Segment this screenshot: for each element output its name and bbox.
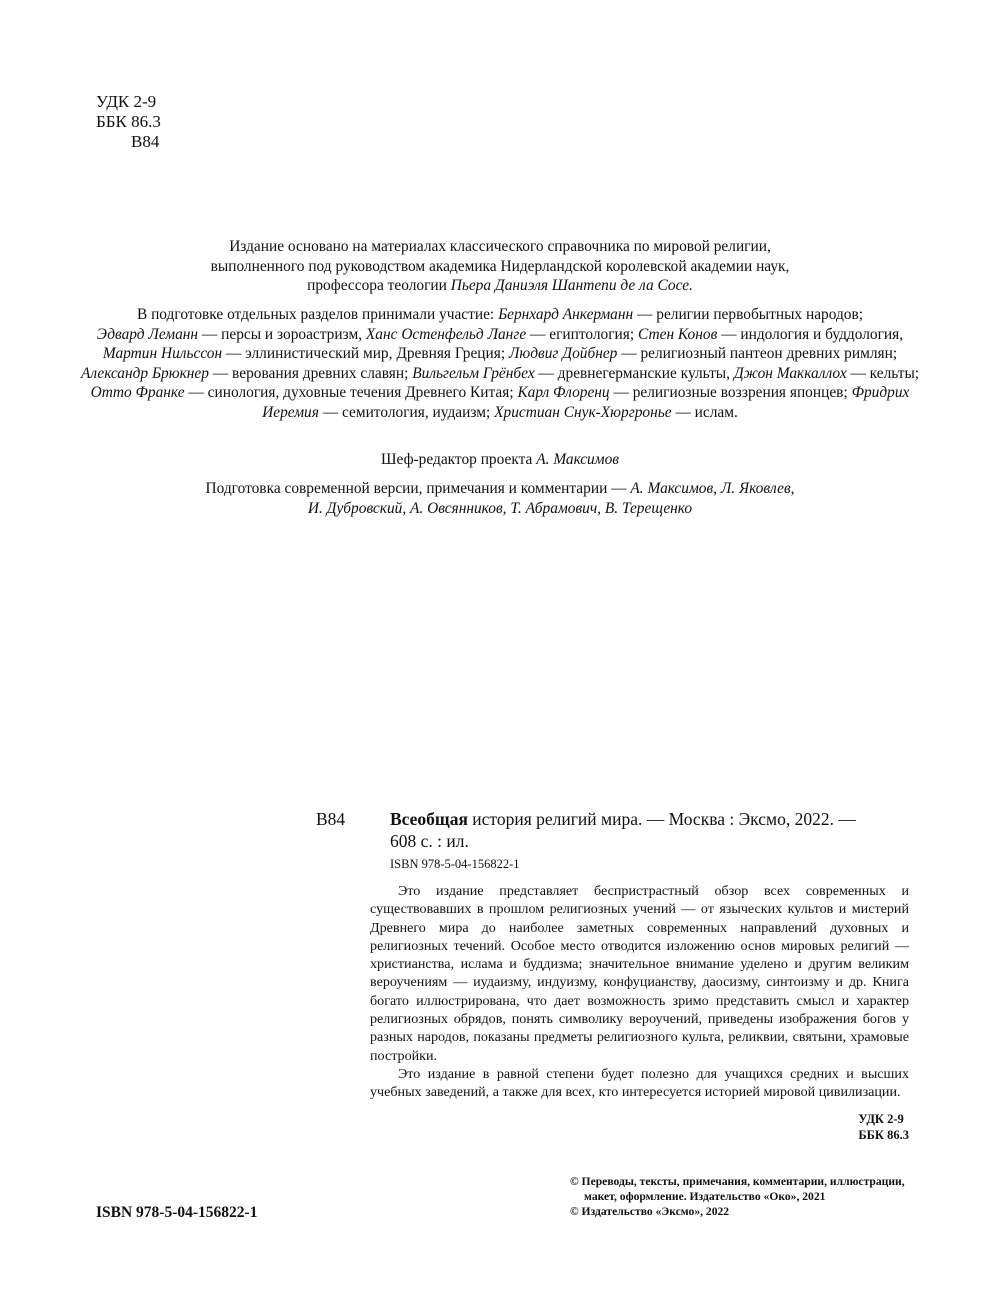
- bbk-code: ББК 86.3: [96, 112, 161, 131]
- card-title-bold: Всеобщая: [390, 809, 468, 829]
- participant-name: Отто Франке: [90, 384, 185, 402]
- participant-topic: — эллинистический мир, Древняя Греция;: [222, 345, 509, 363]
- copyright-block: [570, 1174, 915, 1219]
- card-title-line: [390, 808, 910, 830]
- annotation-paragraph-1: Это издание представляет беспристрастный обзор всех современных и существовавших в прошлом религиозных учений — от языческих культов и мистерий Древнего мира до наиболее заметных современных направлений духовных и религиозных течений. Особое место отводится изложению основ мировых религий — христианства, ислама и буддизма; значительное внимание уделено и другим великим вероучениям — иудаизму, индуизму, конфуцианству, даосизму, синтоизму и др. Книга богато иллюстрирована, что дает возможность зримо представить смысл и характер религиозных обрядов, понять символику вероучений, приведены изображения богов у разных народов, показаны предметы религиозного культа, реликвии, святыни, храмовые постройки.: [370, 883, 909, 1064]
- participant-topic: — верования древних славян;: [208, 364, 413, 382]
- participant-topic: — индология и буддология,: [717, 325, 904, 343]
- participant-name: Александр Брюкнер: [80, 364, 209, 382]
- modern-version-names-1: А. Максимов, Л. Яковлев,: [630, 480, 795, 497]
- participant-name: Мартин Нильссон: [102, 345, 223, 363]
- basis-statement: [80, 237, 920, 296]
- participant-topic: — египтология;: [526, 325, 639, 343]
- participant-topic: — кельты;: [846, 364, 920, 382]
- chief-editor: [80, 450, 920, 470]
- basis-line-1: Издание основано на материалах классического справочника по мировой религии,: [229, 238, 771, 255]
- modern-version-label: Подготовка современной версии, примечания и комментарии —: [205, 480, 631, 497]
- udk-code: УДК 2-9: [96, 92, 157, 111]
- chief-editor-label: Шеф-редактор проекта: [381, 451, 537, 468]
- author-mark: В84: [131, 132, 160, 151]
- participant-name: Людвиг Дойбнер: [508, 345, 618, 363]
- participant-name: Джон Маккаллох: [733, 364, 847, 382]
- participant-topic: — религиозные воззрения японцев;: [609, 384, 852, 402]
- card-isbn: ISBN 978-5-04-156822-1: [390, 857, 520, 871]
- participant-name: Стен Конов: [638, 325, 718, 343]
- basis-author-name: Пьера Даниэля Шантепи де ла Сосе.: [450, 277, 693, 295]
- participant-topic: — персы и зороастризм,: [198, 325, 366, 343]
- participants-statement: [80, 305, 920, 423]
- classification-codes: [96, 92, 161, 152]
- participant-name: Вильгельм Грёнбех: [412, 364, 535, 382]
- modern-version-line-1: [80, 479, 920, 499]
- participant-name: Фридрих Иеремия: [262, 384, 910, 421]
- card-title-rest: история религий мира. — Москва : Эксмо, 2022. —: [467, 809, 856, 829]
- participant-topic: — религиозный пантеон древних римлян;: [617, 345, 898, 363]
- participant-topic: — древнегерманские культы,: [534, 364, 734, 382]
- basis-line-2: выполненного под руководством академика Нидерландской королевской академии наук,: [210, 257, 790, 275]
- card-udk: УДК 2-9: [858, 1112, 904, 1126]
- card-pages: 608 с. : ил.: [390, 831, 469, 851]
- participants-text: [80, 305, 920, 423]
- card-bbk: ББК 86.3: [858, 1128, 909, 1142]
- modern-version-credits: [80, 479, 920, 518]
- participant-name: Карл Флоренц: [517, 384, 610, 402]
- copyright-line-1: © Переводы, тексты, примечания, комментарии, иллюстрации,: [570, 1175, 905, 1188]
- card-title: [390, 808, 910, 852]
- card-annotation: [370, 882, 909, 1102]
- copyright-line-3: © Издательство «Эксмо», 2022: [570, 1205, 730, 1218]
- participant-topic: — семитология, иудаизм;: [318, 403, 495, 421]
- card-author-mark: В84: [316, 809, 346, 829]
- basis-line-3-prefix: профессора теологии: [307, 277, 451, 295]
- annotation-paragraph-2: Это издание в равной степени будет полезно для учащихся средних и высших учебных заведений, а также для всех, кто интересуется историей мировой цивилизации.: [370, 1065, 909, 1101]
- participant-topic: — ислам.: [671, 403, 738, 421]
- modern-version-names-2: И. Дубровский, А. Овсянников, Т. Абрамович, В. Терещенко: [307, 499, 693, 517]
- participant-name: Эдвард Леманн: [96, 325, 199, 343]
- chief-editor-line: [80, 450, 920, 470]
- participant-name: Бернхард Анкерманн: [498, 306, 634, 323]
- participant-topic: — синология, духовные течения Древнего Китая;: [184, 384, 518, 402]
- chief-editor-name: А. Максимов: [536, 451, 619, 468]
- participant-name: Христиан Снук-Хюргронье: [494, 403, 672, 421]
- isbn-bottom: ISBN 978-5-04-156822-1: [96, 1204, 258, 1221]
- copyright-line-2: макет, оформление. Издательство «Око», 2021: [584, 1190, 826, 1203]
- participant-name: Ханс Остенфельд Ланге: [365, 325, 527, 343]
- card-codes: [858, 1111, 909, 1143]
- basis-line-3: [80, 276, 920, 296]
- participants-intro: В подготовке отдельных разделов принимали участие:: [136, 306, 499, 323]
- participant-topic: — религии первобытных народов;: [633, 306, 864, 323]
